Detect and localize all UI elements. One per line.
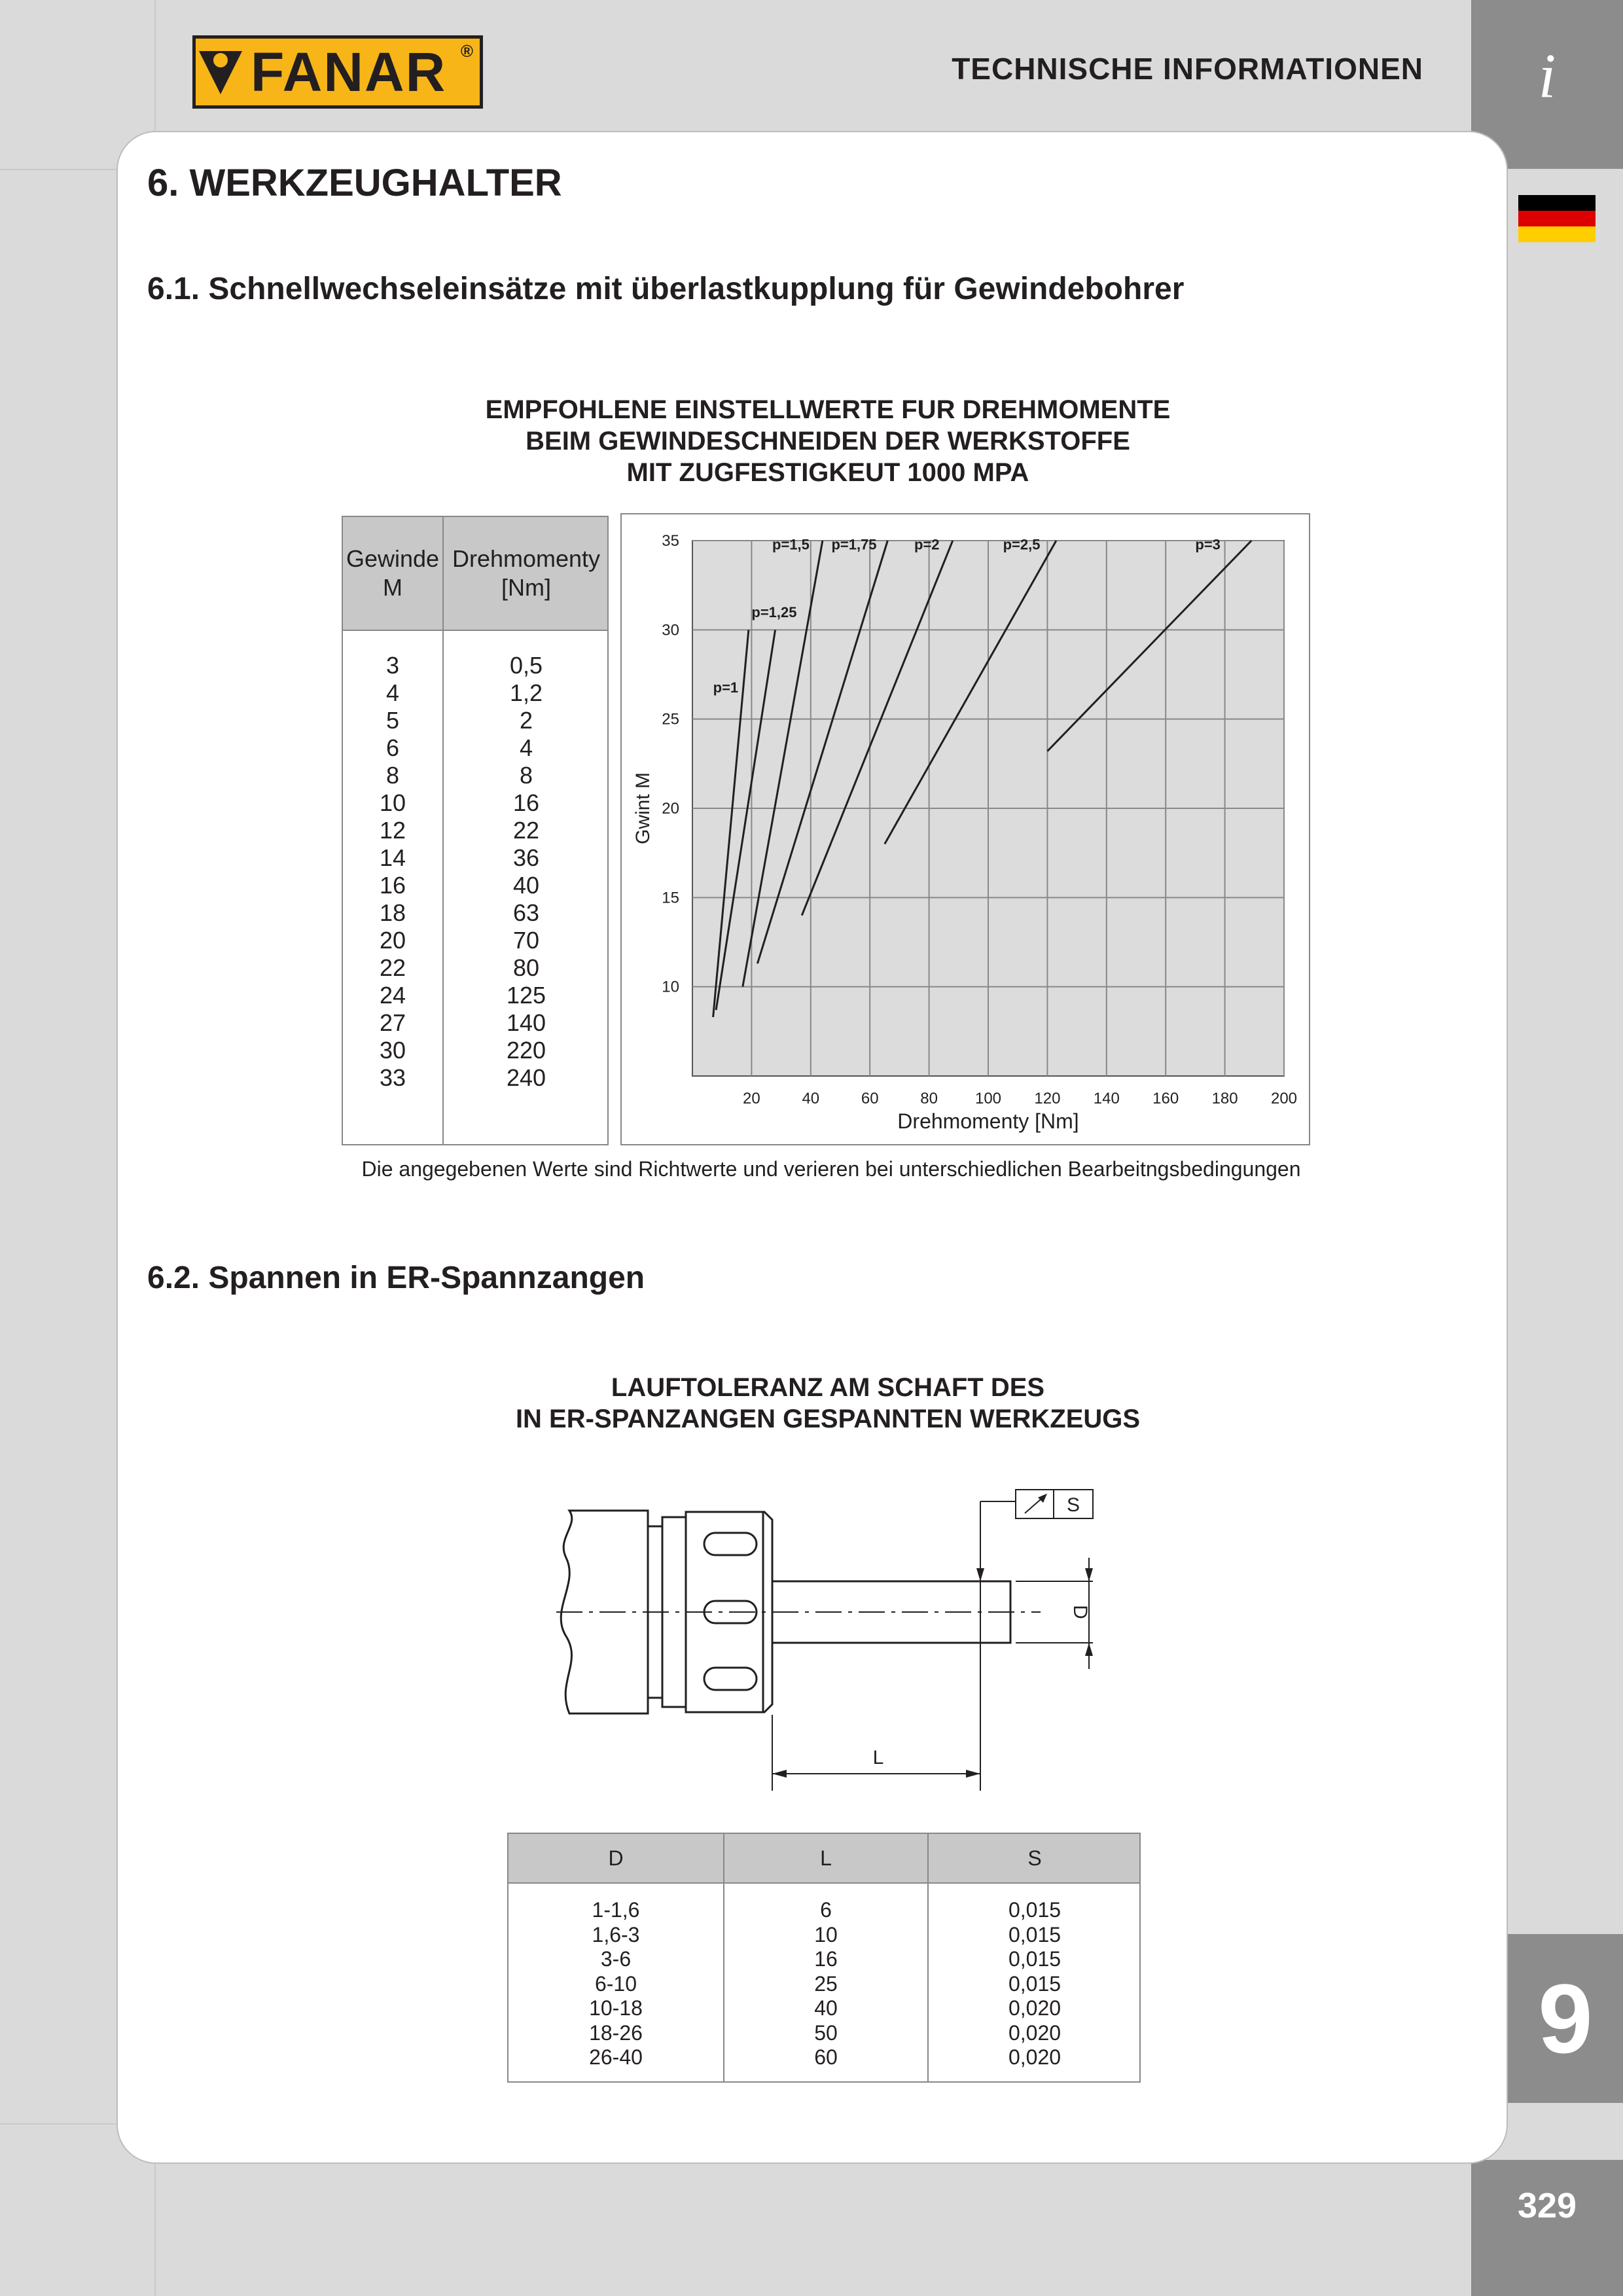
- x-axis-label: Drehmomenty [Nm]: [897, 1109, 1079, 1133]
- arrowhead: [1085, 1568, 1093, 1581]
- label-s: S: [1066, 1494, 1080, 1516]
- drehmoment-column: [444, 652, 609, 1092]
- header-gewinde: [343, 517, 442, 630]
- x-tick-label: 140: [1093, 1090, 1120, 1107]
- info-icon: i: [1538, 41, 1556, 111]
- y-tick-label: 25: [662, 710, 679, 728]
- header-d: D: [608, 1846, 624, 1870]
- table-cell-l: 50: [814, 2020, 838, 2045]
- arrowhead: [772, 1770, 787, 1778]
- table-cell-drehmoment: 80: [512, 954, 540, 981]
- table-cell-gewinde: 14: [379, 844, 406, 871]
- series-label: p=3: [1195, 536, 1221, 553]
- table-cell-gewinde: 3: [385, 652, 400, 679]
- table-cell-s: 0,015: [1008, 1922, 1061, 1946]
- label-l: L: [872, 1747, 884, 1768]
- section-heading-1: 6.1. Schnellwechseleinsätze mit überlastkupplung für Gewindebohrer: [147, 272, 1185, 306]
- arrowhead: [966, 1770, 980, 1778]
- table-cell-gewinde: 24: [379, 982, 406, 1009]
- page-grid-line: [0, 2123, 118, 2125]
- table-cell-gewinde: 16: [379, 872, 406, 899]
- table-cell-s: 0,020: [1008, 1996, 1061, 2020]
- x-tick-label: 120: [1034, 1090, 1061, 1107]
- chart-title-line: EMPFOHLENE EINSTELLWERTE FUR DREHMOMENTE: [485, 395, 1171, 424]
- table-cell-gewinde: 27: [379, 1009, 406, 1036]
- table-cell-l: 25: [814, 1971, 838, 1996]
- x-tick-label: 20: [743, 1090, 760, 1107]
- table-cell-drehmoment: 2: [519, 707, 533, 734]
- table-cell-drehmoment: 40: [512, 872, 540, 899]
- table-cell-gewinde: 8: [385, 762, 400, 789]
- chart-title: [393, 394, 1263, 488]
- table-cell-d: 1,6-3: [592, 1922, 640, 1946]
- x-tick-label: 180: [1211, 1090, 1238, 1107]
- table-cell-s: 0,015: [1008, 1947, 1061, 1971]
- table-cell-gewinde: 30: [379, 1037, 406, 1064]
- nut-slot: [704, 1668, 757, 1690]
- table-cell-drehmoment: 220: [506, 1037, 546, 1064]
- series-label: p=1,5: [772, 536, 810, 553]
- header-line: M: [383, 574, 402, 601]
- table-cell-drehmoment: 1,2: [509, 679, 543, 706]
- table-cell-d: 3-6: [600, 1947, 632, 1971]
- drawing-title-line: LAUFTOLERANZ AM SCHAFT DES: [611, 1373, 1045, 1402]
- table-cell-d: 1-1,6: [592, 1898, 640, 1922]
- header-line: Drehmomenty: [452, 545, 601, 572]
- drawing-title-line: IN ER-SPANZANGEN GESPANNTEN WERKZEUGS: [515, 1405, 1141, 1433]
- header-line: [Nm]: [501, 574, 551, 601]
- table-cell-gewinde: 18: [379, 899, 406, 926]
- chart-note: Die angegebenen Werte sind Richtwerte und verieren bei unterschiedlichen Bearbeitngsbedingungen: [361, 1157, 1301, 1181]
- table-cell-l: 6: [820, 1898, 832, 1922]
- runout-table: [507, 1833, 1141, 2083]
- x-tick-label: 40: [802, 1090, 820, 1107]
- table-cell-gewinde: 6: [385, 734, 400, 761]
- table-cell-drehmoment: 4: [519, 734, 533, 761]
- table-cell-drehmoment: 22: [512, 817, 540, 844]
- section-heading-2: 6.2. Spannen in ER-Spannzangen: [147, 1261, 645, 1295]
- logo-v-icon: [196, 39, 245, 105]
- header-drehmoment: [444, 517, 609, 630]
- series-label: p=1: [713, 679, 739, 696]
- gewinde-column: [343, 652, 442, 1092]
- drawing-title: [393, 1372, 1263, 1435]
- chart-title-line: MIT ZUGFESTIGKEUT 1000 MPA: [626, 458, 1029, 487]
- y-tick-label: 15: [662, 889, 679, 907]
- y-tick-label: 10: [662, 978, 679, 996]
- table-cell-l: 60: [814, 2045, 838, 2069]
- table-cell-gewinde: 22: [379, 954, 406, 981]
- table-cell-d: 10-18: [589, 1996, 643, 2020]
- table-cell-l: 16: [814, 1947, 838, 1971]
- y-axis-label: Gwint M: [632, 772, 654, 845]
- torque-table: [342, 516, 609, 1145]
- arrowhead: [1085, 1643, 1093, 1656]
- table-cell-d: 6-10: [594, 1971, 637, 1996]
- collet-drawing: [543, 1473, 1119, 1793]
- section-title: TECHNISCHE INFORMATIONEN: [952, 52, 1423, 86]
- fanar-logo: [192, 35, 483, 109]
- table-cell-s: 0,015: [1008, 1971, 1061, 1996]
- x-tick-label: 100: [974, 1090, 1002, 1107]
- x-tick-label: 60: [861, 1090, 879, 1107]
- table-cell-l: 40: [814, 1996, 838, 2020]
- l-column: [724, 1898, 927, 2070]
- series-label: p=1,25: [751, 604, 797, 621]
- table-cell-drehmoment: 240: [506, 1064, 546, 1091]
- series-label: p=2,5: [1003, 536, 1041, 553]
- header-l: L: [820, 1846, 832, 1870]
- table-cell-gewinde: 5: [385, 707, 400, 734]
- flag-stripe: [1518, 226, 1596, 242]
- label-d: D: [1069, 1605, 1091, 1619]
- table-cell-drehmoment: 0,5: [509, 652, 543, 679]
- chart-svg: [622, 514, 1309, 1144]
- torque-chart: [620, 513, 1310, 1145]
- flag-stripe: [1518, 211, 1596, 226]
- table-cell-s: 0,020: [1008, 2045, 1061, 2069]
- table-cell-d: 26-40: [589, 2045, 643, 2069]
- table-cell-drehmoment: 36: [512, 844, 540, 871]
- flag-stripe: [1518, 195, 1596, 211]
- header-s: S: [1027, 1846, 1042, 1870]
- logo-wordmark: FANAR: [245, 39, 480, 105]
- arrowhead: [976, 1568, 984, 1581]
- y-tick-label: 35: [662, 532, 679, 550]
- table-cell-gewinde: 33: [379, 1064, 406, 1091]
- table-cell-drehmoment: 70: [512, 927, 540, 954]
- chart-title-line: BEIM GEWINDESCHNEIDEN DER WERKSTOFFE: [526, 427, 1130, 456]
- table-cell-d: 18-26: [589, 2020, 643, 2045]
- table-cell-drehmoment: 16: [512, 789, 540, 816]
- table-cell-gewinde: 10: [379, 789, 406, 816]
- table-cell-drehmoment: 140: [506, 1009, 546, 1036]
- y-tick-label: 20: [662, 800, 679, 817]
- series-label: p=2: [914, 536, 940, 553]
- page-grid-line: [0, 169, 118, 170]
- header-line: Gewinde: [346, 545, 440, 572]
- table-cell-drehmoment: 8: [519, 762, 533, 789]
- page-number: 329: [1471, 2160, 1623, 2296]
- main-heading: 6. WERKZEUGHALTER: [147, 162, 562, 204]
- table-cell-drehmoment: 63: [512, 899, 540, 926]
- table-cell-l: 10: [814, 1922, 838, 1946]
- table-cell-gewinde: 12: [379, 817, 406, 844]
- nut-slot: [704, 1533, 757, 1555]
- table-cell-gewinde: 20: [379, 927, 406, 954]
- x-tick-label: 160: [1152, 1090, 1179, 1107]
- y-tick-label: 30: [662, 621, 679, 639]
- table-cell-drehmoment: 125: [506, 982, 546, 1009]
- registered-mark: ®: [460, 41, 473, 61]
- german-flag-icon: [1518, 195, 1596, 242]
- d-column: [508, 1898, 723, 2070]
- table-cell-gewinde: 4: [385, 679, 400, 706]
- table-cell-s: 0,015: [1008, 1898, 1061, 1922]
- chapter-number: 9: [1508, 1934, 1623, 2103]
- x-tick-label: 200: [1270, 1090, 1298, 1107]
- series-label: p=1,75: [831, 536, 877, 553]
- s-column: [929, 1898, 1141, 2070]
- x-tick-label: 80: [920, 1090, 938, 1107]
- table-cell-s: 0,020: [1008, 2020, 1061, 2045]
